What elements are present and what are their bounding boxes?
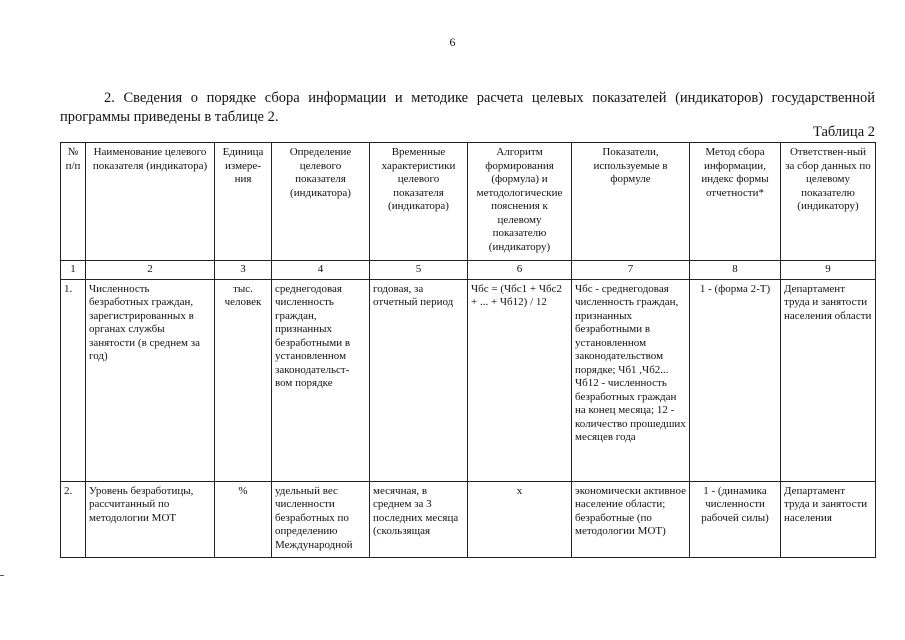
indicator-inputs: экономически активное население области; безработные (по методологии МОТ): [572, 481, 690, 557]
header-indicators: Показатели, используемые в формуле: [572, 143, 690, 261]
column-number: 3: [215, 261, 272, 280]
header-method: Метод сбора информации, индекс формы отчетности*: [690, 143, 781, 261]
column-number: 6: [468, 261, 572, 280]
column-number: 4: [272, 261, 370, 280]
intro-paragraph: 2. Сведения о порядке сбора информации и методике расчета целевых показателей (индикаторов) государственной программы приведены в таблице 2.: [60, 90, 875, 125]
indicator-definition: среднегодовая численность граждан, признанных безработными в установленном законодательст-вом порядке: [272, 279, 370, 481]
column-number: 9: [781, 261, 876, 280]
row-number: 2.: [61, 481, 86, 557]
column-number: 7: [572, 261, 690, 280]
indicator-formula: х: [468, 481, 572, 557]
column-number: 1: [61, 261, 86, 280]
header-name: Наименование целевого показателя (индикатора): [86, 143, 215, 261]
indicator-method: 1 - (форма 2-Т): [690, 279, 781, 481]
indicators-table: [60, 142, 876, 558]
header-time: Временные характеристики целевого показателя (индикатора): [370, 143, 468, 261]
column-number: 5: [370, 261, 468, 280]
indicator-time: годовая, за отчетный период: [370, 279, 468, 481]
column-number: 8: [690, 261, 781, 280]
indicator-name: Численность безработных граждан, зарегистрированных в органах службы занятости (в среднем за год): [86, 279, 215, 481]
header-definition: Определение целевого показателя (индикатора): [272, 143, 370, 261]
indicator-responsible: Департамент труда и занятости населения: [781, 481, 876, 557]
indicator-time: месячная, в среднем за 3 последних месяца (скользящая: [370, 481, 468, 557]
indicator-method: 1 - (динамика численности рабочей силы): [690, 481, 781, 557]
indicator-responsible: Департамент труда и занятости населения области: [781, 279, 876, 481]
column-number: 2: [86, 261, 215, 280]
table-caption: Таблица 2: [812, 124, 875, 140]
table-row: [61, 279, 876, 481]
indicator-name: Уровень безработицы, рассчитанный по методологии МОТ: [86, 481, 215, 557]
indicator-unit: %: [215, 481, 272, 557]
table-row: [61, 481, 876, 557]
indicator-definition: удельный вес численности безработных по определению Международной: [272, 481, 370, 557]
header-formula: Алгоритм формирования (формула) и методологические пояснения к целевому показателю (индикатору): [468, 143, 572, 261]
header-number: № п/п: [61, 143, 86, 261]
indicator-formula: Чбс = (Чбс1 + Чбс2 + ... + Чб12) / 12: [468, 279, 572, 481]
indicator-unit: тыс. человек: [215, 279, 272, 481]
header-responsible: Ответствен-ный за сбор данных по целевому показателю (индикатору): [781, 143, 876, 261]
column-number-row: [61, 261, 876, 280]
row-number: 1.: [61, 279, 86, 481]
page-number: 6: [449, 35, 456, 49]
indicator-inputs: Чбс - среднегодовая численность граждан, признанных безработными в установленном законодательством порядке; Чб1 ,Чб2... Чб12 - численность безработных граждан на конец месяца; 12 - количество прошедших месяцев года: [572, 279, 690, 481]
table-header-row: [61, 143, 876, 261]
header-unit: Единица измере-ния: [215, 143, 272, 261]
scan-edge-mark: [0, 575, 4, 576]
